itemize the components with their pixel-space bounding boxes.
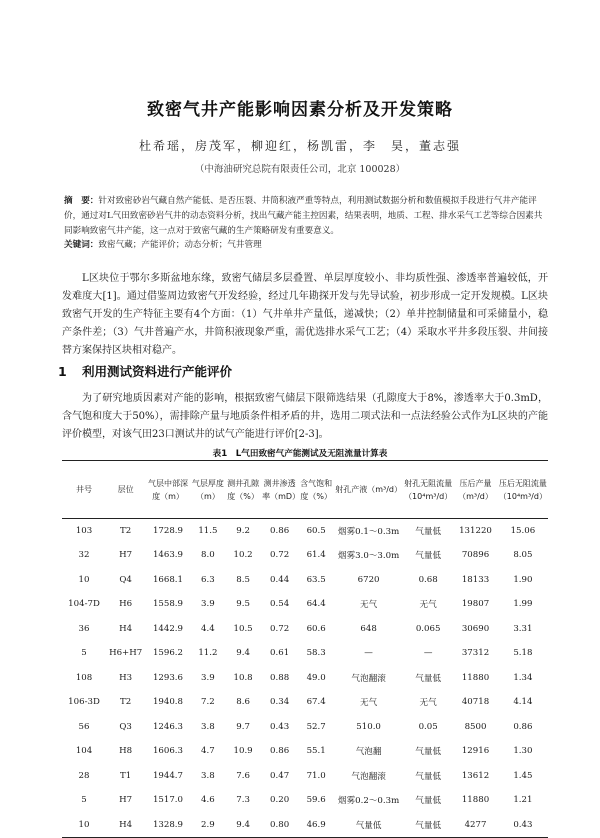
table-cell: 0.86 (270, 746, 290, 757)
keywords (64, 238, 544, 252)
table-cell: 11880 (461, 672, 490, 683)
table-cell: 2.9 (191, 813, 225, 838)
table-cell: 0.47 (270, 770, 290, 781)
table-cell: 18133 (461, 574, 490, 585)
table-cell: H4 (119, 623, 133, 634)
table-cell: — (423, 648, 433, 659)
table-cell: 9.7 (236, 721, 250, 732)
table-cell: 3.9 (201, 599, 215, 610)
table-cell: Q4 (119, 574, 132, 585)
table-row (62, 715, 548, 740)
table-cell: 36 (78, 623, 90, 634)
table-cell: 1.30 (513, 746, 533, 757)
table-cell: 4.6 (201, 795, 215, 806)
table-cell: 0.43 (498, 813, 548, 838)
table-cell: H7 (119, 795, 133, 806)
table-cell: 11.5 (198, 526, 218, 536)
productivity-table (62, 460, 548, 838)
table-cell: 0.68 (418, 574, 438, 585)
table-cell: 1596.2 (152, 648, 184, 659)
table-cell: 1463.9 (152, 550, 184, 561)
table-cell: 55.1 (306, 746, 326, 757)
table-cell: 7.3 (236, 795, 250, 806)
table-cell: 3.9 (201, 672, 215, 683)
abstract-label: 摘 要： (64, 196, 99, 206)
table-row (62, 592, 548, 617)
table-cell: 0.54 (270, 599, 290, 610)
table-cell: 56 (78, 721, 90, 732)
table-cell: 104 (75, 746, 93, 757)
table-header-cell: 层位 (106, 461, 145, 519)
table-header-cell: 射孔产液（m³/d） (334, 461, 403, 519)
table-cell: 52.7 (306, 721, 326, 732)
table-cell: 气量低 (415, 673, 442, 684)
keywords-text: 致密气藏；产能评价；动态分析；气井管理 (98, 240, 262, 250)
table-row (62, 617, 548, 642)
table-cell: 6.3 (201, 574, 215, 585)
table-cell: 7.6 (236, 770, 250, 781)
table-cell: 气量低 (403, 813, 453, 838)
table-cell: 0.065 (415, 623, 441, 634)
table-cell: 1940.8 (152, 697, 184, 708)
table-caption: 表1 L气田致密气产能测试及无阻流量计算表 (212, 449, 388, 459)
table-header-cell: 压后无阻流量（10⁴m³/d） (498, 461, 548, 519)
table-header-cell: 压后产量（m³/d） (453, 461, 498, 519)
table-cell: 71.0 (306, 770, 326, 781)
table-cell: 5 (81, 795, 87, 806)
table-cell: 12916 (461, 746, 490, 757)
table-cell: 烟雾0.2～0.3m (337, 796, 400, 807)
table-cell: H6+H7 (109, 648, 143, 659)
table-cell: 10.9 (233, 746, 253, 757)
table-cell: 1.99 (513, 599, 533, 610)
table-row (62, 788, 548, 813)
table-header-cell: 测井渗透率（mD） (261, 461, 298, 519)
table-row (62, 543, 548, 568)
table-cell: 8500 (464, 721, 487, 732)
table-cell: 8.5 (236, 574, 250, 585)
table-cell: 5 (81, 648, 87, 659)
table-cell: 104-7D (68, 599, 100, 610)
table-cell: 无气 (419, 698, 437, 709)
table-cell: 106-3D (68, 697, 100, 708)
table-cell: 59.6 (306, 795, 326, 806)
table-cell: 0.44 (270, 574, 290, 585)
table-cell: 1728.9 (152, 526, 184, 536)
table-cell: T2 (120, 526, 132, 536)
table-cell: 15.06 (510, 526, 536, 536)
table-cell: — (364, 648, 373, 659)
table-cell: 40718 (461, 697, 490, 708)
table-cell: 0.72 (270, 550, 290, 561)
table-cell: 103 (75, 526, 93, 536)
table-cell: 1606.3 (152, 746, 184, 757)
table-cell: 3.31 (513, 623, 533, 634)
table-cell: 8.05 (513, 550, 533, 561)
table-cell: 8.6 (236, 697, 250, 708)
author-list: 杜希瑶，房茂军，柳迎红，杨凯雷，李 昊，董志强 (138, 139, 461, 153)
table-row (62, 568, 548, 593)
table-cell: 3.8 (201, 770, 215, 781)
table-row (62, 739, 548, 764)
table-cell: 1.90 (513, 574, 533, 585)
table-cell: H8 (119, 746, 133, 757)
table-cell: 11880 (461, 795, 490, 806)
table-cell: 1944.7 (152, 770, 184, 781)
table-cell: 0.86 (513, 721, 533, 732)
table-cell: 60.5 (306, 526, 326, 536)
table-cell: 0.86 (270, 526, 290, 536)
table-cell: 63.5 (306, 574, 326, 585)
table-cell: 19807 (461, 599, 490, 610)
table-cell: 气量低 (415, 527, 442, 537)
table-cell: 气量低 (415, 551, 442, 562)
table-cell: 气泡翻滚 (351, 771, 386, 782)
table-cell: 1328.9 (145, 813, 190, 838)
table-header-row (62, 461, 548, 519)
table-cell: 5.18 (513, 648, 533, 659)
table-cell: 6720 (357, 574, 380, 585)
table-cell: 9.5 (236, 599, 250, 610)
table-cell: H3 (119, 672, 133, 683)
table-cell: T2 (120, 697, 132, 708)
table-cell: Q3 (119, 721, 132, 732)
table-cell: 10 (78, 574, 90, 585)
table-cell: 4.14 (513, 697, 533, 708)
table-cell: 4277 (453, 813, 498, 838)
table-cell: 13612 (461, 770, 490, 781)
table-cell: 1293.6 (152, 672, 184, 683)
table-cell: 49.0 (306, 672, 326, 683)
abstract (64, 194, 544, 239)
table-row (62, 690, 548, 715)
table-row (62, 764, 548, 789)
table-cell: 4.4 (201, 623, 215, 634)
table-header-cell: 测井孔隙度（%） (225, 461, 261, 519)
table-cell: 烟雾3.0～3.0m (337, 551, 400, 562)
table-cell: 648 (360, 623, 377, 634)
table-cell: 10.2 (233, 550, 253, 561)
table-cell: 0.05 (418, 721, 438, 732)
table-row (62, 666, 548, 691)
table-cell: 0.80 (261, 813, 298, 838)
table-cell: 无气 (419, 600, 437, 611)
table-cell: 58.3 (306, 648, 326, 659)
abstract-text: 针对致密砂岩气藏自然产能低、是否压裂、井筒积液严重等特点，利用测试数据分析和数值模拟手段进行气井产能评价，通过对L气田致密砂岩气井的动态资料分析，找出气藏产能主控因素，结果表明，地质、工程、排水采气工艺等综合因素共同影响致密气井产能，这一点对于致密气藏的生产策略研发有重要意义。 (64, 196, 543, 236)
table-cell: H6 (119, 599, 133, 610)
table-body (62, 519, 548, 838)
table-cell: 46.9 (298, 813, 334, 838)
table-cell: 0.61 (270, 648, 290, 659)
table-cell: 气量低 (415, 747, 442, 758)
table-cell: 气量低 (415, 771, 442, 782)
table-cell: 11.2 (198, 648, 218, 659)
table-header-cell: 井号 (62, 461, 106, 519)
table-cell: 108 (75, 672, 93, 683)
table-cell: 64.4 (306, 599, 326, 610)
table-cell: H4 (106, 813, 145, 838)
table-cell: 1668.1 (152, 574, 184, 585)
table-cell: 67.4 (306, 697, 326, 708)
table-cell: 0.43 (270, 721, 290, 732)
keywords-label: 关键词： (64, 240, 99, 250)
table-cell: 60.6 (306, 623, 326, 634)
table-header-cell: 气层厚度（m） (191, 461, 225, 519)
table-cell: 32 (78, 550, 90, 561)
table-row (62, 519, 548, 544)
table-cell: H7 (119, 550, 133, 561)
table-cell: 1.45 (513, 770, 533, 781)
table-row (62, 813, 548, 838)
table-cell: 气量低 (415, 796, 442, 807)
section-paragraph: 为了研究地质因素对产能的影响，根据致密气储层下限筛选结果（孔隙度大于8%，渗透率大于0.3mD，含气饱和度大于50%），需排除产量与地质条件相矛盾的井，选用二项式法和一点法经验公式作为L区块的产能评价模型，对该气田23口测试井的试气产能进行评价[2-3]。 (62, 393, 548, 440)
table-cell: 131220 (459, 526, 492, 536)
table-cell: 气泡翻滚 (351, 673, 386, 684)
table-header-cell: 含气饱和度（%） (298, 461, 334, 519)
table-cell: 10.8 (233, 672, 253, 683)
table-cell: 37312 (461, 648, 490, 659)
table-cell: 9.2 (236, 526, 250, 536)
section-title: 利用测试资料进行产能评价 (82, 364, 233, 379)
table-header-cell: 气层中部深度（m） (145, 461, 190, 519)
table-cell: 1442.9 (152, 623, 184, 634)
table-cell: 28 (78, 770, 90, 781)
table-cell: 3.8 (201, 721, 215, 732)
table-cell: 气泡翻 (355, 747, 382, 758)
table-cell: 0.34 (270, 697, 290, 708)
table-cell: 0.20 (270, 795, 290, 806)
table-cell: 10 (62, 813, 106, 838)
table-cell: T1 (120, 770, 132, 781)
table-cell: 10.5 (233, 623, 253, 634)
affiliation: （中海油研究总院有限责任公司，北京 100028） (194, 164, 406, 175)
table-cell: 7.2 (201, 697, 215, 708)
table-cell: 9.4 (236, 648, 250, 659)
table-cell: 0.88 (270, 672, 290, 683)
table-cell: 1517.0 (152, 795, 184, 806)
table-cell: 气量低 (334, 813, 403, 838)
table-cell: 61.4 (306, 550, 326, 561)
table-cell: 无气 (360, 600, 378, 611)
table-cell: 1.21 (513, 795, 533, 806)
table-cell: 1246.3 (152, 721, 184, 732)
table-row (62, 641, 548, 666)
table-cell: 无气 (360, 698, 378, 709)
table-cell: 30690 (461, 623, 490, 634)
table-cell: 0.72 (270, 623, 290, 634)
paper-title: 致密气井产能影响因素分析及开发策略 (147, 100, 453, 120)
table-cell: 1.34 (513, 672, 533, 683)
table-cell: 70896 (461, 550, 490, 561)
table-cell: 烟雾0.1～0.3m (337, 527, 400, 537)
table-header-cell: 射孔无阻流量（10⁴m³/d） (403, 461, 453, 519)
section-number: 1 (58, 364, 67, 379)
table-cell: 8.0 (201, 550, 215, 561)
table-cell: 1558.9 (152, 599, 184, 610)
intro-paragraph: L区块位于鄂尔多斯盆地东缘，致密气储层多层叠置、单层厚度较小、非均质性强、渗透率普遍较低，开发难度大[1]。通过借鉴周边致密气开发经验，经过几年勘探开发与先导试验，初步形成一定开发规模。L区块致密气开发的生产特征主要有4个方面：（1）气井单井产量低，递减快；（2）单井控制储量和可采储量小，稳产条件差；（3）气井普遍产水，井筒积液现象严重，需优选排水采气工艺；（4）采取水平井多段压裂、井间接替方案保持区块相对稳产。 (62, 273, 548, 356)
table-cell: 9.4 (225, 813, 261, 838)
section-heading (58, 362, 232, 380)
table-cell: 4.7 (201, 746, 215, 757)
table-cell: 510.0 (356, 721, 381, 732)
